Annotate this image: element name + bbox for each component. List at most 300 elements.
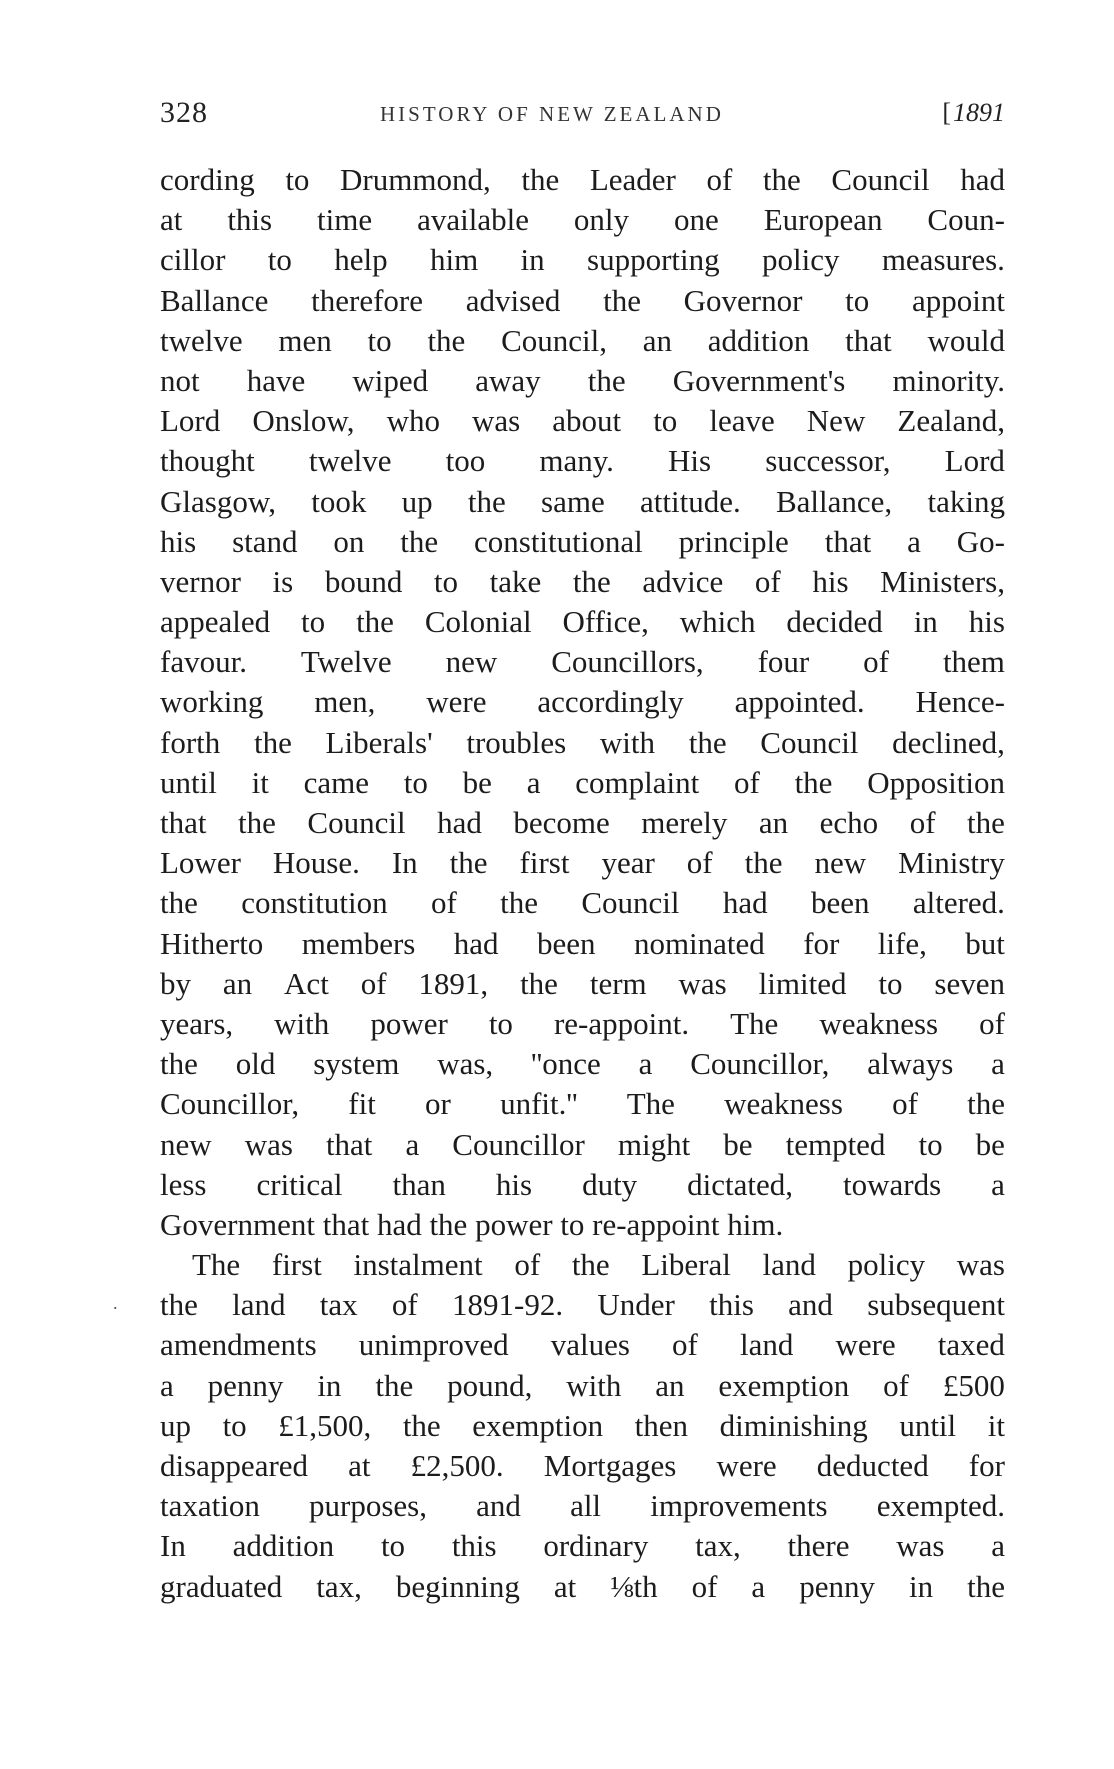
- word: to: [878, 965, 903, 1001]
- word: old: [235, 1046, 276, 1082]
- word: duty: [582, 1166, 638, 1202]
- word: to: [267, 242, 292, 278]
- word: was,: [437, 1046, 494, 1082]
- word: advised: [465, 282, 561, 318]
- word: only: [573, 202, 630, 238]
- word: forth: [160, 724, 221, 760]
- word: the: [238, 805, 276, 840]
- word: of: [514, 1247, 541, 1283]
- word: unimproved: [358, 1327, 509, 1363]
- word: to: [433, 563, 459, 599]
- text-line: [160, 1125, 1005, 1165]
- word: at: [348, 1448, 371, 1483]
- word: be: [975, 1126, 1005, 1162]
- word: to: [653, 403, 678, 439]
- word: by: [160, 965, 191, 1001]
- word: attitude.: [639, 483, 741, 519]
- word: and: [476, 1488, 521, 1524]
- word: of: [979, 1005, 1005, 1041]
- word: Hence-: [915, 684, 1005, 720]
- word: vernor: [160, 563, 241, 599]
- word: The: [626, 1086, 675, 1122]
- word: Lower: [160, 845, 241, 881]
- word: merely: [641, 805, 728, 840]
- word: the: [253, 724, 292, 760]
- word: addition: [707, 322, 810, 358]
- word: took: [311, 483, 367, 519]
- word: Act: [284, 965, 329, 1001]
- word: until: [160, 764, 217, 800]
- word: Governor: [683, 282, 803, 318]
- word: addition: [232, 1528, 335, 1564]
- word: troubles: [466, 724, 567, 760]
- word: until: [899, 1407, 957, 1443]
- word: members: [301, 925, 416, 961]
- word: pound,: [447, 1367, 533, 1403]
- word: the: [587, 362, 626, 398]
- word: penny: [207, 1367, 284, 1403]
- word: Glasgow,: [160, 483, 276, 519]
- word: Opposition: [867, 764, 1005, 800]
- word: available: [417, 202, 529, 238]
- text-line: [160, 1526, 1005, 1566]
- word: of: [691, 1568, 718, 1604]
- word: that: [824, 523, 872, 559]
- word: system: [313, 1046, 400, 1082]
- word: one: [673, 202, 719, 238]
- text-line: [160, 642, 1005, 682]
- word: the: [688, 724, 727, 760]
- word: ⅛th: [610, 1568, 658, 1604]
- word: that: [845, 322, 892, 358]
- word: with: [599, 724, 656, 760]
- word: the: [794, 764, 833, 800]
- text-line: [160, 281, 1005, 321]
- word: the: [572, 563, 611, 599]
- body-text: [160, 160, 1005, 1607]
- word: an: [758, 805, 789, 840]
- text-line: [160, 361, 1005, 401]
- word: was: [472, 403, 521, 439]
- word: of: [686, 845, 713, 881]
- word: policy: [761, 242, 840, 278]
- word: that: [325, 1126, 373, 1162]
- word: same: [541, 483, 605, 519]
- word: term: [589, 965, 647, 1001]
- word: Hitherto: [160, 925, 264, 961]
- word: for: [803, 925, 840, 961]
- word: amendments: [160, 1327, 317, 1363]
- word: many.: [539, 443, 614, 479]
- word: the: [400, 523, 439, 559]
- word: not: [160, 362, 200, 398]
- word: were: [835, 1327, 896, 1363]
- word: Office,: [562, 604, 649, 640]
- word: £1,500,: [278, 1407, 372, 1443]
- text-line: [160, 1366, 1005, 1406]
- word: on: [333, 523, 365, 559]
- word: of: [883, 1367, 909, 1403]
- word: with: [566, 1367, 622, 1403]
- word: and: [788, 1287, 833, 1323]
- word: Coun-: [927, 202, 1005, 238]
- word: then: [634, 1407, 689, 1443]
- text-line: [160, 160, 1005, 200]
- word: had: [960, 162, 1005, 197]
- word: were: [716, 1448, 777, 1483]
- word: cillor: [160, 242, 226, 278]
- word: to: [403, 764, 428, 800]
- word: Ballance: [160, 282, 269, 318]
- word: complaint: [575, 764, 700, 800]
- word: fit: [348, 1086, 376, 1122]
- word: Council: [581, 885, 680, 921]
- word: to: [222, 1407, 247, 1443]
- word: appoint: [911, 282, 1005, 318]
- word: a: [751, 1568, 766, 1604]
- word: towards: [843, 1166, 942, 1202]
- word: tempted: [785, 1126, 886, 1162]
- word: Liberals': [325, 724, 433, 760]
- word: Council: [760, 724, 859, 760]
- page-number: 328: [160, 96, 208, 129]
- word: to: [367, 322, 392, 358]
- word: was: [896, 1528, 945, 1564]
- word: Government's: [672, 362, 846, 398]
- word: His: [668, 443, 712, 479]
- word: the: [160, 885, 198, 921]
- word: the: [603, 282, 641, 318]
- word: altered.: [912, 885, 1005, 921]
- text-line: [160, 803, 1005, 843]
- word: nominated: [633, 925, 765, 961]
- word: disappeared: [160, 1448, 309, 1483]
- word: always: [867, 1046, 954, 1082]
- word: of: [892, 1086, 918, 1122]
- word: appealed: [160, 604, 271, 640]
- word: were: [426, 684, 487, 720]
- word: wiped: [352, 362, 429, 398]
- word: time: [317, 202, 373, 238]
- word: instalment: [353, 1247, 483, 1283]
- word: ''once: [531, 1046, 601, 1082]
- word: power: [370, 1005, 448, 1041]
- word: advice: [642, 563, 724, 599]
- word: of: [360, 965, 387, 1001]
- word: the: [744, 845, 783, 881]
- word: this: [451, 1528, 497, 1564]
- word: £500: [942, 1367, 1005, 1403]
- text-line: [160, 1245, 1005, 1285]
- word: a: [405, 1126, 420, 1162]
- word: twelve: [160, 322, 243, 358]
- text-line: [160, 1567, 1005, 1607]
- word: Council,: [501, 322, 607, 358]
- word: of: [706, 162, 733, 197]
- word: but: [965, 925, 1005, 961]
- word: new: [160, 1126, 212, 1162]
- word: appointed.: [734, 684, 865, 720]
- word: Mortgages: [543, 1448, 677, 1483]
- word: this: [227, 202, 273, 238]
- word: Lord: [160, 403, 221, 439]
- text-line: [160, 682, 1005, 722]
- word: weakness: [819, 1005, 939, 1041]
- word: thought: [160, 443, 255, 479]
- word: of: [863, 644, 889, 680]
- word: a: [907, 523, 921, 559]
- text-line: [160, 924, 1005, 964]
- word: about: [552, 403, 622, 439]
- word: the: [571, 1247, 610, 1283]
- word: that: [160, 805, 207, 840]
- word: taking: [927, 483, 1005, 519]
- text-line: [160, 240, 1005, 280]
- word: Onslow,: [252, 403, 355, 439]
- word: the: [402, 1407, 441, 1443]
- word: life,: [877, 925, 927, 961]
- word: to: [918, 1126, 943, 1162]
- word: the: [449, 845, 488, 881]
- word: accordingly: [537, 684, 684, 720]
- word: the: [500, 885, 538, 921]
- word: Ministry: [898, 845, 1005, 881]
- word: at: [160, 202, 183, 238]
- word: of: [754, 563, 781, 599]
- text-line: [160, 1285, 1005, 1325]
- word: land: [762, 1247, 816, 1283]
- word: this: [709, 1287, 754, 1323]
- word: all: [570, 1488, 602, 1524]
- word: in: [908, 1568, 934, 1604]
- word: Drummond,: [340, 162, 491, 197]
- word: been: [810, 885, 870, 921]
- word: In: [391, 845, 418, 881]
- word: a: [638, 1046, 653, 1082]
- word: Liberal: [641, 1247, 731, 1283]
- word: taxed: [937, 1327, 1005, 1363]
- text-line: [160, 401, 1005, 441]
- word: been: [536, 925, 596, 961]
- word: tax,: [695, 1528, 741, 1564]
- word: of: [909, 805, 936, 840]
- running-title: HISTORY OF NEW ZEALAND: [380, 102, 724, 126]
- word: land: [232, 1287, 286, 1323]
- word: unfit.'': [500, 1086, 578, 1122]
- word: his: [495, 1166, 533, 1202]
- word: Ministers,: [880, 563, 1005, 599]
- word: constitutional: [474, 523, 643, 559]
- word: Zealand,: [897, 403, 1005, 439]
- word: Lord: [944, 443, 1005, 479]
- word: measures.: [881, 242, 1005, 278]
- word: subsequent: [867, 1287, 1005, 1323]
- word: constitution: [241, 885, 388, 921]
- word: had: [722, 885, 768, 921]
- word: new: [814, 845, 867, 881]
- word: was: [678, 965, 727, 1001]
- word: £2,500.: [410, 1448, 504, 1483]
- margin-mark: .: [113, 1293, 118, 1313]
- word: in: [913, 604, 938, 640]
- word: have: [246, 362, 306, 398]
- word: a: [991, 1046, 1005, 1082]
- word: 1891-92.: [452, 1287, 564, 1323]
- word: Ballance,: [775, 483, 893, 519]
- text-line: [160, 883, 1005, 923]
- word: was: [244, 1126, 293, 1162]
- text-line: [160, 964, 1005, 1004]
- word: the: [967, 1568, 1005, 1604]
- word: who: [386, 403, 440, 439]
- text-line: [160, 1446, 1005, 1486]
- word: Councillors,: [551, 644, 704, 680]
- word: improvements: [650, 1488, 828, 1524]
- word: him: [429, 242, 479, 278]
- word: principle: [678, 523, 789, 559]
- word: New: [806, 403, 866, 439]
- word: came: [303, 764, 369, 800]
- word: for: [968, 1448, 1005, 1483]
- text-line: [160, 200, 1005, 240]
- word: ordinary: [543, 1528, 649, 1564]
- text-line: [160, 843, 1005, 883]
- word: his: [160, 523, 197, 559]
- word: critical: [256, 1166, 343, 1202]
- text-line: Government that had the power to re-appoint him.: [160, 1206, 784, 1242]
- word: bound: [324, 563, 403, 599]
- word: penny: [799, 1568, 875, 1604]
- word: in: [317, 1367, 342, 1403]
- word: supporting: [587, 242, 720, 278]
- word: would: [927, 322, 1005, 358]
- word: a: [526, 764, 541, 800]
- word: to: [285, 162, 310, 197]
- word: than: [392, 1166, 446, 1202]
- word: Council: [831, 162, 930, 197]
- word: In: [160, 1528, 186, 1564]
- word: minority.: [892, 362, 1005, 398]
- text-line: [160, 1406, 1005, 1446]
- word: an: [655, 1367, 685, 1403]
- word: leave: [709, 403, 775, 439]
- word: his: [812, 563, 849, 599]
- word: Leader: [589, 162, 676, 197]
- word: to: [380, 1528, 406, 1564]
- text-line: [160, 1486, 1005, 1526]
- word: which: [679, 604, 756, 640]
- word: the: [521, 162, 560, 197]
- word: limited: [758, 965, 847, 1001]
- word: the: [467, 483, 506, 519]
- word: the: [427, 322, 466, 358]
- word: re-appoint.: [553, 1005, 690, 1041]
- text-line: [160, 562, 1005, 602]
- text-line: [160, 1004, 1005, 1044]
- text-line: [160, 1325, 1005, 1365]
- word: or: [425, 1086, 451, 1122]
- word: purposes,: [309, 1488, 427, 1524]
- word: weakness: [724, 1086, 843, 1122]
- word: his: [968, 604, 1005, 640]
- word: to: [845, 282, 870, 318]
- text-line: [160, 602, 1005, 642]
- word: the: [520, 965, 558, 1001]
- word: Councillor: [452, 1126, 585, 1162]
- word: had: [453, 925, 499, 961]
- text-line: [160, 723, 1005, 763]
- word: year: [601, 845, 655, 881]
- word: the: [160, 1046, 198, 1082]
- word: at: [553, 1568, 577, 1604]
- word: deducted: [816, 1448, 929, 1483]
- word: echo: [819, 805, 879, 840]
- word: might: [617, 1126, 691, 1162]
- word: new: [445, 644, 498, 680]
- word: working: [160, 684, 264, 720]
- word: Under: [597, 1287, 675, 1323]
- word: exemption: [718, 1367, 850, 1403]
- word: Colonial: [424, 604, 532, 640]
- page-header: [160, 96, 1005, 136]
- text-line: [160, 1165, 1005, 1205]
- word: a: [991, 1528, 1005, 1564]
- word: men,: [314, 684, 376, 720]
- word: help: [334, 242, 388, 278]
- word: in: [520, 242, 545, 278]
- word: take: [489, 563, 542, 599]
- word: beginning: [395, 1568, 520, 1604]
- word: too: [445, 443, 486, 479]
- word: Twelve: [300, 644, 392, 680]
- word: seven: [934, 965, 1005, 1001]
- word: dictated,: [687, 1166, 794, 1202]
- word: graduated: [160, 1568, 283, 1604]
- word: four: [757, 644, 810, 680]
- word: of: [672, 1327, 698, 1363]
- word: declined,: [892, 724, 1005, 760]
- word: up: [401, 483, 433, 519]
- text-line: [160, 441, 1005, 481]
- word: an: [222, 965, 253, 1001]
- word: up: [160, 1407, 191, 1443]
- word: had: [437, 805, 482, 840]
- word: Councillor,: [160, 1086, 300, 1122]
- word: therefore: [311, 282, 424, 318]
- word: first: [519, 845, 570, 881]
- word: the: [356, 604, 394, 640]
- word: an: [642, 322, 673, 358]
- text-line: [160, 1084, 1005, 1124]
- word: stand: [232, 523, 298, 559]
- word: years,: [160, 1005, 234, 1041]
- word: the: [967, 805, 1005, 840]
- word: 1891,: [418, 965, 489, 1001]
- word: tax: [319, 1287, 358, 1323]
- word: The: [730, 1005, 779, 1041]
- word: the: [762, 162, 801, 197]
- word: values: [550, 1327, 630, 1363]
- word: a: [160, 1367, 174, 1403]
- word: them: [942, 644, 1005, 680]
- text-line: [160, 482, 1005, 522]
- word: it: [987, 1407, 1005, 1443]
- word: to: [301, 604, 326, 640]
- word: House.: [272, 845, 360, 881]
- word: tax,: [316, 1568, 362, 1604]
- word: less: [160, 1166, 207, 1202]
- word: the: [375, 1367, 414, 1403]
